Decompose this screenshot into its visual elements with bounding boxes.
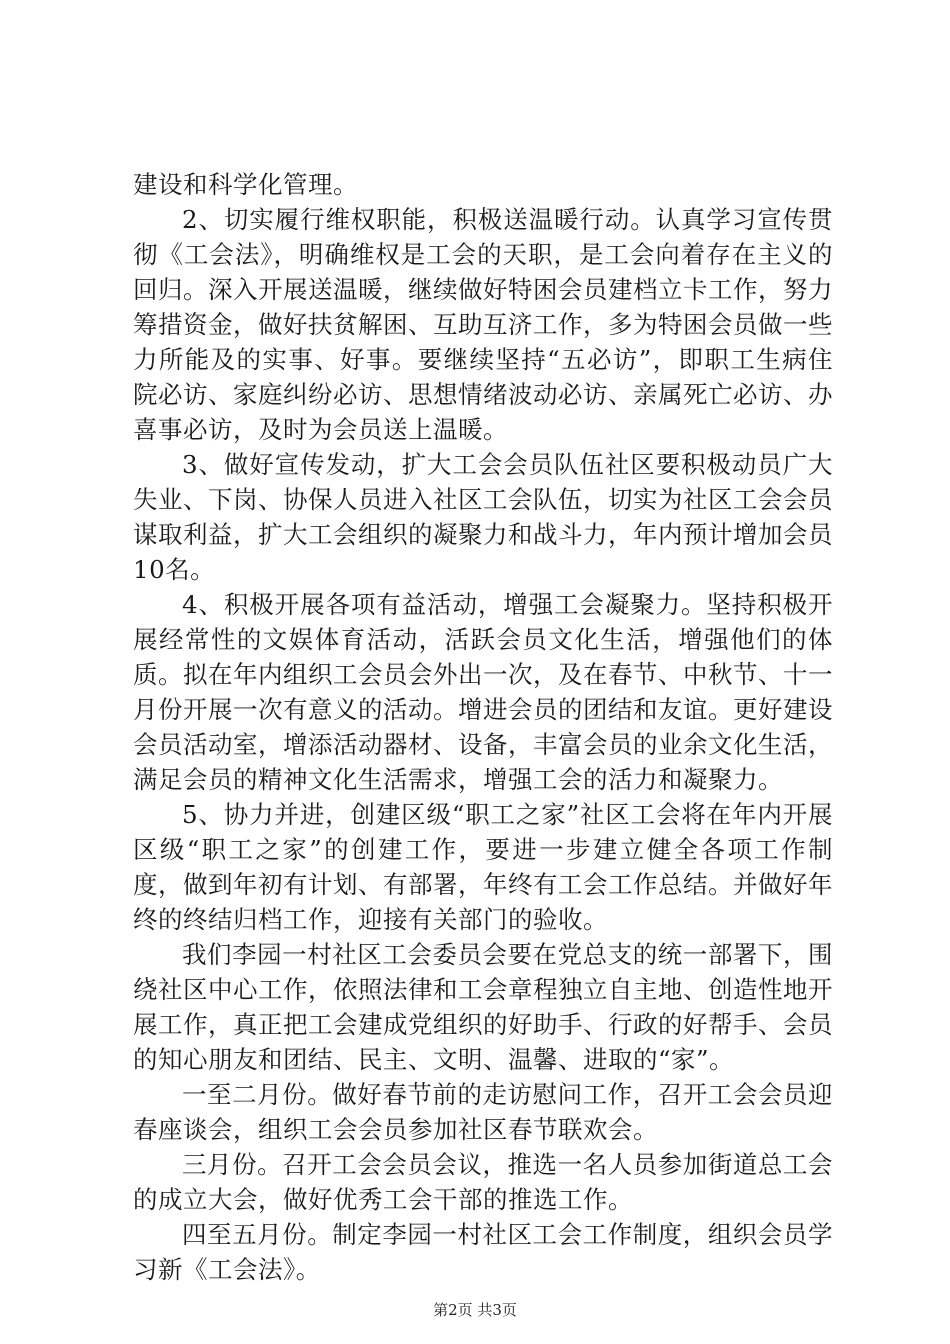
paragraph-continuation: 建设和科学化管理。 [133,170,358,199]
page-footer: 第2页 共3页 [433,1301,517,1319]
paragraph-item-3: 3、做好宣传发动，扩大工会会员队伍社区要积极动员广大失业、下岗、协保人员进入社区工会队伍，切实为社区工会会员谋取利益，扩大工会组织的凝聚力和战斗力，年内预计增加会员10名。 [133,450,833,584]
paragraph-apr-may: 四至五月份。制定李园一村社区工会工作制度，组织会员学习新《工会法》。 [133,1220,833,1284]
document-body [133,167,833,1287]
paragraph-item-5: 5、协力并进，创建区级“职工之家”社区工会将在年内开展区级“职工之家”的创建工作，要进一步建立健全各项工作制度，做到年初有计划、有部署，年终有工会工作总结。并做好年终的终结归档工作，迎接有关部门的验收。 [133,800,833,934]
paragraph-summary: 我们李园一村社区工会委员会要在党总支的统一部署下，围绕社区中心工作，依照法律和工会章程独立自主地、创造性地开展工作，真正把工会建成党组织的好助手、行政的好帮手、会员的知心朋友和团结、民主、文明、温馨、进取的“家”。 [133,940,833,1074]
paragraph-march: 三月份。召开工会会员会议，推选一名人员参加街道总工会的成立大会，做好优秀工会干部的推选工作。 [133,1150,833,1214]
paragraph-jan-feb: 一至二月份。做好春节前的走访慰问工作，召开工会会员迎春座谈会，组织工会会员参加社区春节联欢会。 [133,1080,833,1144]
paragraph-item-4: 4、积极开展各项有益活动，增强工会凝聚力。坚持积极开展经常性的文娱体育活动，活跃会员文化生活，增强他们的体质。拟在年内组织工会员会外出一次，及在春节、中秋节、十一月份开展一次有意义的活动。增进会员的团结和友谊。更好建设会员活动室，增添活动器材、设备，丰富会员的业余文化生活，满足会员的精神文化生活需求，增强工会的活力和凝聚力。 [133,590,833,794]
paragraph-item-2: 2、切实履行维权职能，积极送温暖行动。认真学习宣传贯彻《工会法》，明确维权是工会的天职，是工会向着存在主义的回归。深入开展送温暖，继续做好特困会员建档立卡工作，努力筹措资金，做好扶贫解困、互助互济工作，多为特困会员做一些力所能及的实事、好事。要继续坚持“五必访”，即职工生病住院必访、家庭纠纷必访、思想情绪波动必访、亲属死亡必访、办喜事必访，及时为会员送上温暖。 [133,205,833,444]
